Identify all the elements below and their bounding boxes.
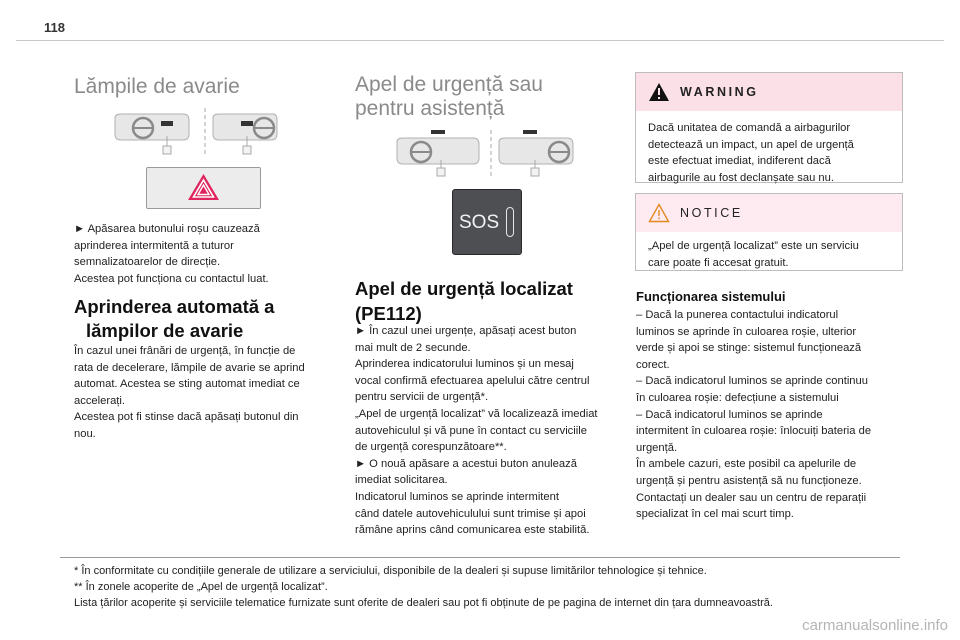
text-line: Acestea pot funcționa cu contactul luat. — [74, 272, 269, 285]
text-line: – Dacă la punerea contactului indicatorul — [636, 309, 839, 321]
page-number: 118 — [44, 20, 65, 35]
text-line: aprinderea intermitentă a tuturor — [74, 239, 234, 252]
notice-box — [635, 193, 903, 271]
warning-box — [635, 72, 903, 183]
text-line: urgență și pentru asistență să nu funcționeze. — [636, 474, 862, 487]
hazard-instruction — [74, 221, 309, 287]
text-line: verde și apoi se stinge: sistemul funcționează — [636, 342, 862, 355]
text-line: vocal confirmă efectuarea apelului către centrul — [355, 374, 590, 387]
text-line: ► În cazul unei urgențe, apăsați acest buton — [355, 325, 577, 337]
text-line: semnalizatoarelor de direcție. — [74, 256, 221, 269]
auto-hazard-heading — [74, 296, 324, 342]
sos-label: SOS — [459, 212, 500, 233]
heading-line: Apel de urgență localizat — [355, 278, 573, 299]
text-line: imediat solicitarea. — [355, 474, 448, 487]
text-line: Acestea pot fi stinse dacă apăsați butonul din — [74, 411, 299, 424]
text-line: când datele autovehiculului sunt trimise și apoi — [355, 507, 586, 520]
text-line: rata de decelerare, lămpile de avarie se aprind — [74, 361, 305, 374]
notice-triangle-icon — [648, 203, 670, 223]
system-operation-text — [636, 307, 906, 523]
sos-button-panel — [452, 189, 522, 255]
text-line: pentru servicii de urgență*. — [355, 391, 489, 404]
text-line: Dacă unitatea de comandă a airbagurilor — [648, 122, 851, 134]
footer-divider — [60, 557, 900, 558]
notice-header — [636, 194, 902, 232]
text-line: – Dacă indicatorul luminos se aprinde — [636, 408, 823, 421]
top-divider — [16, 40, 944, 41]
sos-indicator-led — [506, 207, 514, 237]
text-line: accelerați. — [74, 394, 125, 407]
pe112-text — [355, 323, 625, 539]
pe112-heading — [355, 278, 615, 325]
heading-line: pentru asistență — [355, 97, 505, 120]
warning-triangle-icon — [648, 82, 670, 102]
text-line: airbagurile au fost declanșate sau nu. — [648, 171, 834, 184]
hazard-button-panel — [146, 167, 261, 209]
text-line: În cazul unei frânări de urgență, în funcție de — [74, 345, 296, 357]
text-line: automat. Acestea se sting automat imediat ce — [74, 378, 300, 391]
text-line: ► Apăsarea butonului roșu cauzează — [74, 223, 260, 235]
text-line: autovehiculul și vă pune în contact cu serviciile — [355, 424, 587, 437]
heading-line: (PE112) — [355, 303, 422, 324]
text-line: – Dacă indicatorul luminos se aprinde continuu — [636, 375, 868, 388]
warning-header — [636, 73, 902, 111]
text-line: detectează un impact, un apel de urgență — [648, 138, 854, 151]
text-line: ► O nouă apăsare a acestui buton anulează — [355, 457, 577, 470]
heading-line: Aprinderea automată a — [74, 296, 275, 317]
text-line: în culoarea roșie: defecțiune a sistemului — [636, 391, 839, 404]
warning-title: WARNING — [680, 85, 759, 99]
footnote: Lista țărilor acoperite și serviciile telematice furnizate sunt oferite de dealeri sau pot fi obținute de pe pagina de internet din țara dumneavoastră. — [74, 597, 773, 610]
notice-body — [636, 232, 902, 279]
notice-title: NOTICE — [680, 206, 743, 220]
system-operation-heading: Funcționarea sistemului — [636, 289, 786, 304]
text-line: „Apel de urgență localizat” este un serviciu — [648, 240, 859, 252]
emergency-call-heading — [355, 74, 605, 120]
text-line: urgență. — [636, 441, 678, 454]
text-line: mai mult de 2 secunde. — [355, 341, 471, 354]
text-line: corect. — [636, 358, 670, 371]
text-line: nou. — [74, 427, 96, 440]
watermark: carmanualsonline.info — [802, 617, 948, 634]
auto-hazard-text — [74, 343, 329, 443]
heading-line: Apel de urgență sau — [355, 73, 543, 96]
text-line: intermitent în culoarea roșie: înlocuiți bateria de — [636, 425, 872, 438]
heading-line: lămpilor de avarie — [86, 320, 244, 341]
warning-body — [636, 111, 902, 194]
text-line: Aprinderea indicatorului luminos și un mesaj — [355, 358, 574, 371]
text-line: este efectuat imediat, indiferent dacă — [648, 155, 831, 168]
text-line: „Apel de urgență localizat” vă localizează imediat — [355, 407, 598, 420]
text-line: În ambele cazuri, este posibil ca apelurile de — [636, 458, 857, 471]
hazard-triangle-icon — [147, 168, 260, 208]
text-line: de urgență corespunzătoare**. — [355, 441, 507, 454]
dashboard-illustration-hazard — [113, 106, 263, 156]
text-line: Indicatorul luminos se aprinde intermitent — [355, 490, 559, 503]
text-line: care poate fi accesat gratuit. — [648, 256, 789, 269]
text-line: specializat în cel mai scurt timp. — [636, 508, 794, 521]
footnotes — [74, 563, 904, 612]
dashboard-illustration-sos — [395, 128, 545, 178]
text-line: rămâne aprins când comunicarea este stabilită. — [355, 524, 590, 537]
footnote: ** În zonele acoperite de „Apel de urgență localizat”. — [74, 581, 328, 594]
text-line: Contactați un dealer sau un centru de reparații — [636, 491, 867, 504]
hazard-lights-heading: Lămpile de avarie — [74, 75, 240, 98]
text-line: luminos se aprinde în culoarea roșie, ulterior — [636, 325, 857, 338]
footnote: * În conformitate cu condițiile generale de utilizare a serviciului, disponibile de la dealeri și supuse limitărilor tehnologice și tehnice. — [74, 565, 707, 577]
